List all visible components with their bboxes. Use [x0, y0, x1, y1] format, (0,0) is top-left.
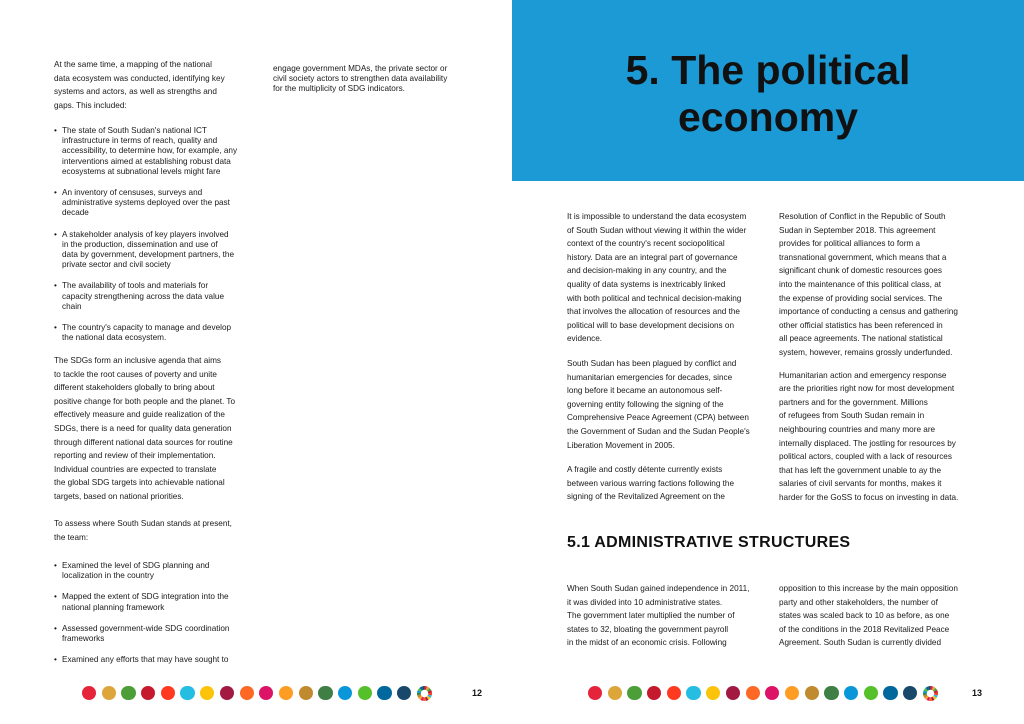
continued-paragraph: engage government MDAs, the private sector or civil society actors to strengthen data availability for the multiplicity of SDG indicators. [273, 64, 448, 94]
list-item: • Assessed government-wide SDG coordination frameworks [54, 624, 259, 644]
sdg-goal-dot [686, 686, 700, 700]
sdg-goal-dot [200, 686, 214, 700]
sdg-goal-dot [82, 686, 96, 700]
sdg-goal-dot [903, 686, 917, 700]
intro-paragraph: At the same time, a mapping of the national data ecosystem was conducted, identifying key systems and actors, as well as strengths and gaps. This included: [54, 60, 225, 110]
sdg-goal-dot [121, 686, 135, 700]
sdg-goal-dot [883, 686, 897, 700]
section-col2-text: opposition to this increase by the main opposition party and other stakeholders, the number of states was scaled back to 10 as before, as one of the conditions in the 2018 Revitalized Peace Agreement. South Sudan is currently divided [779, 584, 958, 648]
sdg-agenda-paragraph: The SDGs form an inclusive agenda that aims to tackle the root causes of poverty and unite different stakeholders globally to bring about positive change for both people and the planet. To effectively measure and guide realization of the SDGs, there is a need for quality data generation through different national data sources for routine reporting and review of their implementation. Individual countries are expected to translate the global SDG targets into achievable national targets, based on national priorities. [54, 356, 236, 501]
sdg-goal-dot [338, 686, 352, 700]
page-number-right: 13 [972, 688, 983, 698]
sdg-goal-dot [161, 686, 175, 700]
sdg-goal-dot [397, 686, 411, 700]
mapping-bullet-list [54, 126, 259, 343]
list-item: • Examined the level of SDG planning and localization in the country [54, 561, 259, 581]
sdg-wheel-icon [417, 686, 432, 701]
list-item: • Mapped the extent of SDG integration into the national planning framework [54, 592, 259, 612]
list-item: • A stakeholder analysis of key players involved in the production, dissemination and use of data by government, development partners, the private sector and civil society [54, 230, 259, 271]
list-item: • The availability of tools and materials for capacity strengthening across the data value chain [54, 281, 259, 312]
chapter-title: 5. The political economy [625, 47, 911, 140]
sdg-goal-dots-right [588, 686, 938, 700]
sdg-goal-dot [279, 686, 293, 700]
sdg-goal-dot [805, 686, 819, 700]
section-heading: 5.1 ADMINISTRATIVE STRUCTURES [567, 534, 851, 551]
sdg-goal-dot [785, 686, 799, 700]
sdg-goal-dots-left [82, 686, 432, 700]
sdg-goal-dot [765, 686, 779, 700]
team-bullet-list [54, 561, 259, 665]
sdg-goal-dot [318, 686, 332, 700]
assessment-paragraph: To assess where South Sudan stands at present, the team: [54, 519, 232, 542]
sdg-goal-dot [377, 686, 391, 700]
sdg-goal-dot [240, 686, 254, 700]
sdg-goal-dot [726, 686, 740, 700]
chapter-banner [512, 0, 1024, 181]
sdg-goal-dot [259, 686, 273, 700]
list-item: • An inventory of censuses, surveys and administrative systems deployed over the past decade [54, 188, 259, 219]
sdg-goal-dot [844, 686, 858, 700]
sdg-goal-dot [608, 686, 622, 700]
sdg-goal-dot [824, 686, 838, 700]
list-item: • The country's capacity to manage and develop the national data ecosystem. [54, 323, 259, 343]
list-item: • The state of South Sudan's national ICT infrastructure in terms of reach, quality and accessibility, to determine how, for example, any interventions aimed at establishing robust data ecosystems at subnational levels might fare [54, 126, 259, 177]
sdg-goal-dot [588, 686, 602, 700]
sdg-goal-dot [706, 686, 720, 700]
sdg-goal-dot [358, 686, 372, 700]
sdg-goal-dot [220, 686, 234, 700]
sdg-goal-dot [141, 686, 155, 700]
col2-text: Resolution of Conflict in the Republic of South Sudan in September 2018. This agreement provides for political alliances to form a transnational government, which means that a significant chunk of domestic resources goes into the maintenance of this political class, at the expense of providing social services. The importance of conducting a census and gathering other official statistics has been referenced in all peace agreements. The national statistical system, however, remains grossly underfunded. Humanitarian action and emergency response are the priorities right now for most development partners and for the government. Millions of refugees from South Sudan remain in neighbouring countries and many more are internally displaced. The jostling for resources by political actors, coupled with a lack of resources that has left the government unable to ay the salaries of civil servants for months, makes it harder for the GoSS to focus on investing in data. [779, 212, 959, 502]
section-col1-text: When South Sudan gained independence in 2011, it was divided into 10 administrative states. The government later multiplied the number of states to 32, bloating the government payroll in the midst of an economic crisis. Following [567, 584, 750, 648]
sdg-goal-dot [627, 686, 641, 700]
sdg-goal-dot [102, 686, 116, 700]
col1-text: It is impossible to understand the data ecosystem of South Sudan without viewing it within the wider context of the country's recent sociopolitical history. Data are an integral part of governance and decision-making in any country, and the quality of data systems is inextricably linked with both political and technical decision-making that involves the allocation of resources and the political will to base development decisions on evidence. South Sudan has been plagued by conflict and humanitarian emergencies for decades, since long before it became an autonomous self- governing entity following the signing of the Comprehensive Peace Agreement (CPA) between the Government of Sudan and the Sudan People's Liberation Movement in 2005. A fragile and costly détente currently exists between various warring factions following the signing of the Revitalized Agreement on the [567, 212, 750, 502]
sdg-goal-dot [299, 686, 313, 700]
sdg-goal-dot [864, 686, 878, 700]
sdg-goal-dot [746, 686, 760, 700]
page-number-left: 12 [472, 688, 483, 698]
sdg-goal-dot [180, 686, 194, 700]
list-item: • Examined any efforts that may have sought to [54, 655, 259, 665]
sdg-goal-dot [667, 686, 681, 700]
sdg-goal-dot [647, 686, 661, 700]
sdg-wheel-icon [923, 686, 938, 701]
